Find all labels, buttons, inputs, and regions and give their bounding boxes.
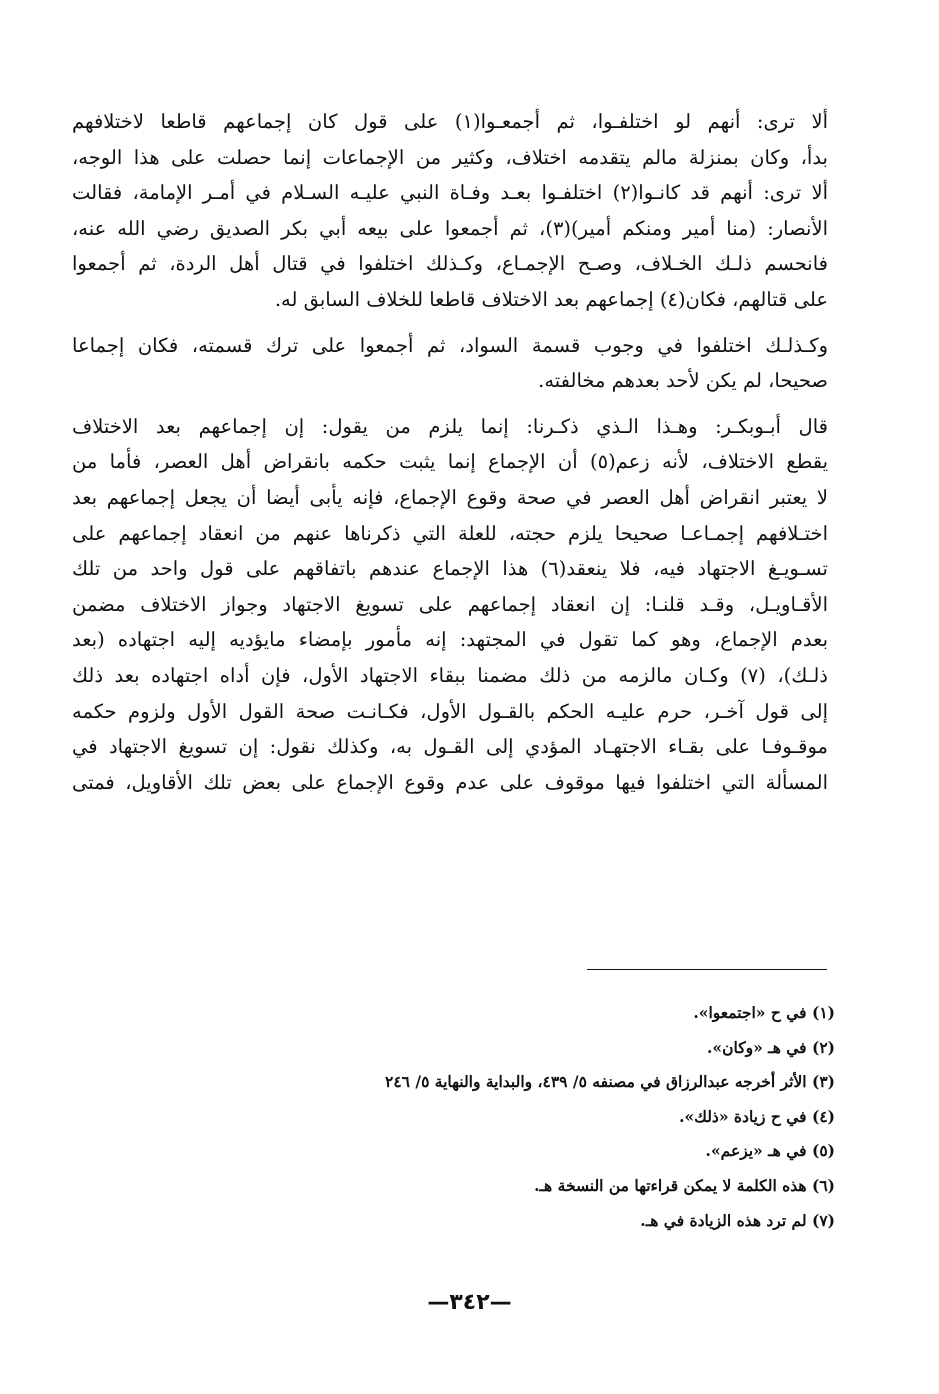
footnote-item: (٥) في هـ «يزعم». [705,1141,835,1161]
footnote-item: (٤) في ح زيادة «ذلك». [679,1106,835,1126]
text-line: تسـويـغ الاجتهاد فيه، فلا ينعقد(٦) هذا الإجماع عندهم باتفاقهم على قول واحد من تلك [72,557,828,581]
paragraph-2 [72,328,828,399]
footnotes [215,996,835,1238]
text-line: اختـلافهم إجمـاعـا صحيحا يلزم حجته، للعلة التي ذكرناها عنهم من انعقاد إجماعهم على [72,521,828,545]
paragraph-3 [72,409,828,801]
text-line: قال أبـوبكـر: وهـذا الـذي ذكـرنا: إنما يلزم من يقول: إن إجماعهم بعد الاختلاف [72,414,828,438]
text-line: إلى قول آخـر، حرم عليـه الحكم بالقـول الأول، فكـانـت صحة القول الأول ولزوم حكمه [72,699,828,723]
footnote-separator [587,969,827,970]
text-line: المسألة التي اختلفوا فيها موقوف على عدم وقوع الإجماع على بعض تلك الأقاويل، فمتى [72,770,828,794]
text-line: بعدم الإجماع، وهو كما تقول في المجتهد: إنه مأمور بإمضاء مايؤديه إليه اجتهاده (بعد [72,628,828,652]
footnote-item: (٢) في هـ «وكان». [707,1037,835,1057]
text-line: بدأ، وكان بمنزلة مالم يتقدمه اختلاف، وكثير من الإجماعات إنما حصلت على هذا الوجه، [72,145,828,169]
paragraph-1 [72,104,828,318]
footnote-item: (١) في ح «اجتمعوا». [693,1003,835,1022]
text-line: الأقـاويـل، وقـد قلنـا: إن انعقاد إجماعهم على تسويغ الاجتهاد وجواز الاختلاف مضمن [72,592,828,616]
text-line: يقطع الاختلاف، لأنه زعم(٥) أن الإجماع إنما يثبت حكمه بانقراض أهل العصر، فأما من [72,450,828,474]
text-line: ألا ترى: أنهم قد كانـوا(٢) اختلفـوا بعـد وفـاة النبي عليـه السـلام في أمـر الإمامة، فقالت [72,181,828,205]
text-line: الأنصار: (منا أمير ومنكم أمير)(٣)، ثم أجمعوا على بيعه أبي بكر الصديق رضي الله عنه، [72,216,828,240]
text-line: لا يعتبر انقراض أهل العصر في صحة وقوع الإجماع، فإنه يأبى أيضا أن يجعل إجماعهم بعد [72,485,828,509]
text-line: فانحسم ذلـك الخـلاف، وصـح الإجمـاع، وكـذلك اختلفوا في قتال أهل الردة، ثم أجمعوا [72,252,828,276]
text-line: على قتالهم، فكان(٤) إجماعهم بعد الاختلاف قاطعا للخلاف السابق له. [274,287,828,311]
text-line: وكـذلـك اختلفوا في وجوب قسمة السواد، ثم أجمعوا على ترك قسمته، فكان إجماعا [72,333,828,357]
text-line: ذلـك)، (٧) وكـان مالزمه من ذلك مضمنا ببقاء الاجتهاد الأول، فإن أداه اجتهاده بعد ذلك [72,663,828,687]
footnote-item: (٣) الأثر أخرجه عبدالرزاق في مصنفه ٥/ ٤٣٩، والبداية والنهاية ٥/ ٢٤٦ [385,1072,835,1092]
text-line: ألا ترى: أنهم لو اختلفـوا، ثم أجمعـوا(١) على قول كان إجماعهم قاطعا لاختلافهم [72,110,828,133]
text-line: صحيحا، لم يكن لأحد بعدهم مخالفته. [538,369,828,393]
text-line: موقـوفـا على بقـاء الاجتهـاد المؤدي إلى القـول به، وكذلك نقول: إن تسويغ الاجتهاد في [72,735,828,759]
main-text [72,104,828,800]
footnote-item: (٦) هذه الكلمة لا يمكن قراءتها من النسخة هـ. [534,1175,835,1195]
footnote-item: (٧) لم ترد هذه الزيادة في هـ. [640,1210,835,1230]
page-number: —٣٤٢— [427,1290,512,1315]
